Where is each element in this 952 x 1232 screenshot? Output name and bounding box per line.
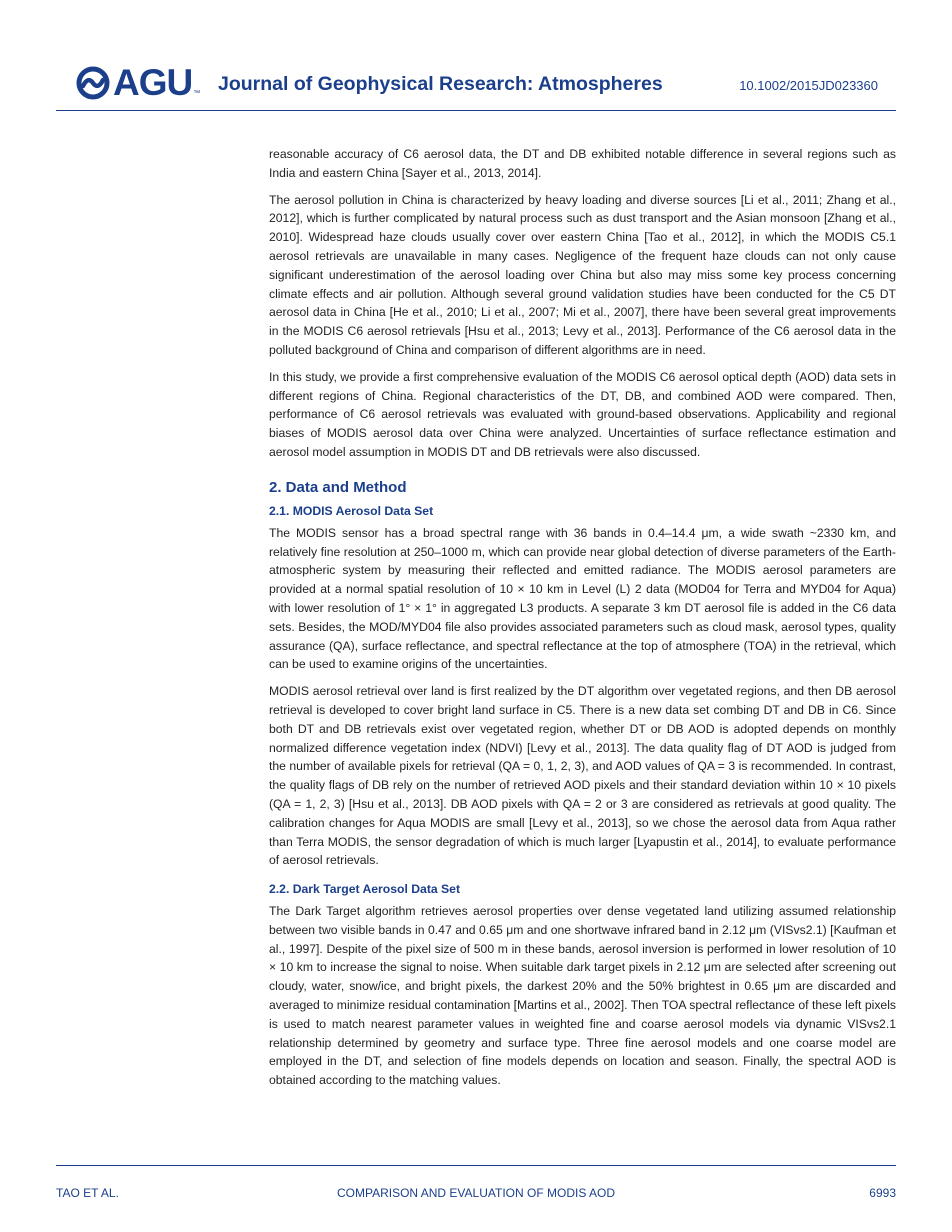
paragraph-2: The aerosol pollution in China is characterized by heavy loading and diverse sources [Li et al., 2011; Zhang et al., 2012], which is further complicated by natural process such as dust transport and the Asian monsoon [Zhang et al., 2010]. Widespread haze clouds usually cover over eastern China [Tao et al., 2012], in which the MODIS C5.1 aerosol retrievals are unavailable in many cases. Negligence of the frequent haze clouds can not only cause significant underestimation of the aerosol loading over China but also may miss some key process concerning climate effects and air pollution. Although several ground validation studies have been conducted for the C5 DT aerosol data in China [He et al., 2010; Li et al., 2007; Mi et al., 2007], there have been several great improvements in the MODIS C6 aerosol retrievals [Hsu et al., 2013; Levy et al., 2013]. Performance of the C6 aerosol data in the polluted background of China and comparison of different algorithms are in need.: [269, 192, 896, 357]
subsection-heading-modis-aerosol: 2.1. MODIS Aerosol Data Set: [269, 503, 434, 518]
footer-running-title: COMPARISON AND EVALUATION OF MODIS AOD: [336, 1186, 616, 1200]
footer-page-number: 6993: [869, 1186, 896, 1200]
footer-authors: TAO ET AL.: [56, 1186, 119, 1200]
article-doi[interactable]: 10.1002/2015JD023360: [739, 78, 878, 93]
agu-logo-text: AGU: [113, 62, 193, 103]
footer-divider: [56, 1165, 896, 1166]
paragraph-3: In this study, we provide a first comprehensive evaluation of the MODIS C6 aerosol optical depth (AOD) data sets in different regions of China. Regional characteristics of the DT, DB, and combined AOD were compared. Then, performance of C6 aerosol retrievals was evaluated with ground-based observations. Applicability and regional biases of MODIS aerosol data over China were analyzed. Uncertainties of surface reflectance estimation and aerosol model assumption in MODIS DT and DB retrievals were also discussed.: [269, 369, 896, 459]
paragraph-4: The MODIS sensor has a broad spectral range with 36 bands in 0.4–14.4 μm, a wide swath ~2330 km, and relatively fine resolution at 250–1000 m, which can provide near global detection of diverse parameters of the Earth-atmospheric system by measuring their reflected and emitted radiance. The MODIS aerosol parameters are provided at a normal spatial resolution of 10 × 10 km in Level (L) 2 data (MOD04 for Terra and MYD04 for Aqua) with lower resolution of 1° × 1° in aggregated L3 products. A separate 3 km DT aerosol file is added in the C6 data sets. Besides, the MOD/MYD04 file also provides associated parameters such as cloud mask, aerosol types, quality assurance (QA), surface reflectance, and spectral reflectance at the top of atmosphere (TOA) in the retrieval, which can be used to examine origins of the uncertainties.: [269, 525, 896, 672]
page-header: [0, 0, 952, 112]
paragraph-1: reasonable accuracy of C6 aerosol data, the DT and DB exhibited notable difference in several regions such as India and eastern China [Sayer et al., 2013, 2014].: [269, 147, 896, 180]
paragraph-6: The Dark Target algorithm retrieves aerosol properties over dense vegetated land utilizing assumed relationship between two visible bands in 0.47 and 0.65 μm and one shortwave infrared band in 2.12 μm (VISvs2.1) [Kaufman et al., 1997]. Despite of the pixel size of 500 m in these bands, aerosol inversion is performed in lower resolution of 10 × 10 km to increase the signal to noise. When suitable dark target pixels in 2.12 μm are selected after screening out cloudy, water, snow/ice, and bright pixels, the darkest 20% and the 50% brightest in 0.65 μm are discarded and averaged to minimize residual contamination [Martins et al., 2002]. Then TOA spectral reflectance of these left pixels is used to match nearest parameter values in weighted fine and coarse aerosol models via dynamic VISvs2.1 relationship determined by geometry and surface type. Three fine aerosol models and one coarse model are employed in the DT, and selection of fine models depends on location and season. Finally, the spectral AOD is obtained according to the matching values.: [269, 904, 896, 1088]
article-body: [269, 145, 896, 1098]
agu-logo: [76, 64, 200, 101]
agu-logo-trademark: ™: [193, 90, 201, 97]
journal-title: Journal of Geophysical Research: Atmospheres: [218, 73, 663, 95]
header-divider: [56, 110, 896, 111]
section-heading-data-and-method: 2. Data and Method: [269, 478, 407, 496]
subsection-heading-dark-target: 2.2. Dark Target Aerosol Data Set: [269, 882, 461, 897]
paragraph-5: MODIS aerosol retrieval over land is first realized by the DT algorithm over vegetated regions, and then DB aerosol retrieval is developed to cover bright land surface in C5. There is a new data set combing DT and DB in C6. Since both DT and DB retrievals exist over vegetated region, whether DT or DB AOD is adopted depends on monthly normalized difference vegetation index (NDVI) [Levy et al., 2013]. The data quality flag of DT AOD is judged from the number of available pixels for retrieval (QA = 0, 1, 2, 3), and AOD values of QA = 3 is recommended. In contrast, the quality flags of DB rely on the number of retrieved AOD pixels and their standard deviation within 10 × 10 pixels (QA = 1, 2, 3) [Hsu et al., 2013]. DB AOD pixels with QA = 2 or 3 are considered as retrievals at good quality. The calibration changes for Aqua MODIS are small [Levy et al., 2013], so we chose the aerosol data from Aqua rather than Terra MODIS, the sensor degradation of which is much larger [Lyapustin et al., 2014], to evaluate performance of aerosol retrievals.: [269, 684, 896, 868]
agu-swirl-icon: [76, 66, 110, 100]
